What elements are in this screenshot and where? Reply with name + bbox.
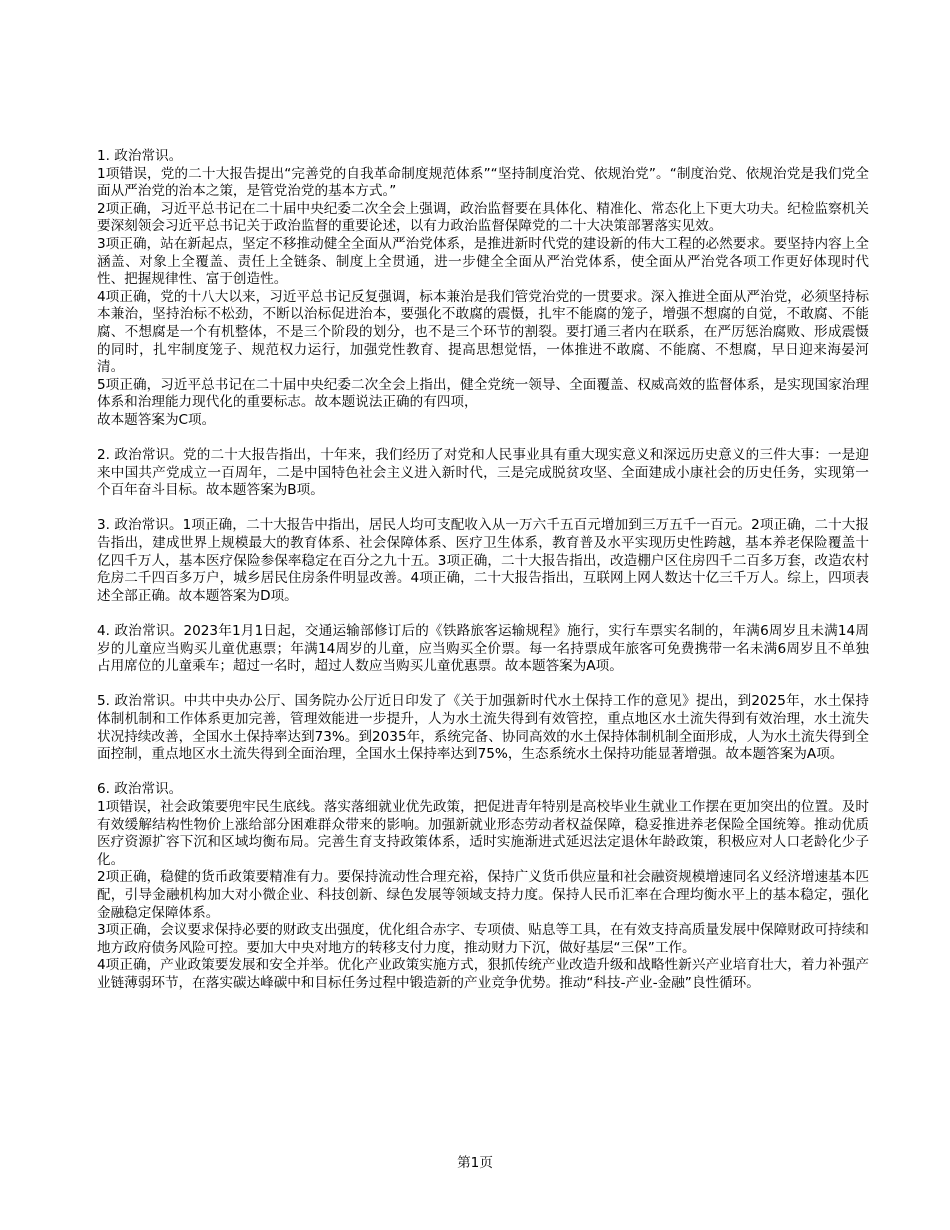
page-number: 第1页 xyxy=(457,1155,493,1171)
explanation-paragraph: 4项正确，党的十八大以来，习近平总书记反复强调，标本兼治是我们管党治党的一贯要求。深入推进全面从严治党，必须坚持标本兼治，坚持治标不松劲，不断以治标促进治本，要强化不敢腐的震慑，扎牢不能腐的笼子，增强不想腐的自觉，不敢腐、不能腐、不想腐是一个有机整体，不是三个阶段的划分，也不是三个环节的割裂。要打通三者内在联系，在严厉惩治腐败、形成震慑的同时，扎牢制度笼子、规范权力运行，加强党性教育、提高思想觉悟，一体推进不敢腐、不能腐、不想腐，早日迎来海晏河清。 xyxy=(97,288,869,376)
explanation-paragraph: 3项正确，会议要求保持必要的财政支出强度，优化组合赤字、专项债、贴息等工具，在有效支持高质量发展中保障财政可持续和地方政府债务风险可控。要加大中央对地方的转移支付力度，推动财力下沉，做好基层“三保”工作。 xyxy=(97,922,869,956)
section-heading: 6. 政治常识。 xyxy=(97,781,183,798)
explanation-paragraph: 4项正确，产业政策要发展和安全并举。优化产业政策实施方式，狠抓传统产业改造升级和战略性新兴产业培育壮大，着力补强产业链薄弱环节，在落实碳达峰碳中和目标任务过程中锻造新的产业竞争优势。推动“科技-产业-金融”良性循环。 xyxy=(97,957,869,991)
explanation-paragraph: 1项错误，社会政策要兜牢民生底线。落实落细就业优先政策，把促进青年特别是高校毕业生就业工作摆在更加突出的位置。及时有效缓解结构性物价上涨给部分困难群众带来的影响。加强新就业形态劳动者权益保障，稳妥推进养老保险全国统筹。推动优质医疗资源扩容下沉和区域均衡布局。完善生育支持政策体系，适时实施渐进式延迟法定退休年龄政策，积极应对人口老龄化少子化。 xyxy=(97,798,869,868)
explanation-paragraph: 2项正确，习近平总书记在二十届中央纪委二次全会上强调，政治监督要在具体化、精准化、常态化上下更大功夫。纪检监察机关要深刻领会习近平总书记关于政治监督的重要论述，以有力政治监督保障党的二十大决策部署落实见效。 xyxy=(97,200,869,235)
explanation-paragraph: 5. 政治常识。中共中央办公厅、国务院办公厅近日印发了《关于加强新时代水土保持工作的意见》提出，到2025年，水土保持体制机制和工作体系更加完善，管理效能进一步提升，人为水土流失得到有效管控，重点地区水土流失得到有效治理，水土流失状况持续改善，全国水土保持率达到73%。到2035年，系统完备、协同高效的水土保持体制机制全面形成，人为水土流失得到全面控制，重点地区水土流失得到全面治理，全国水土保持率达到75%，生态系统水土保持功能显著增强。故本题答案为A项。 xyxy=(97,693,869,763)
answer-section-5 xyxy=(97,693,869,763)
explanation-paragraph: 2项正确，稳健的货币政策要精准有力。要保持流动性合理充裕，保持广义货币供应量和社会融资规模增速同名义经济增速基本匹配，引导金融机构加大对小微企业、科技创新、绿色发展等领域支持力度。保持人民币汇率在合理均衡水平上的基本稳定，强化金融稳定保障体系。 xyxy=(97,869,869,921)
explanation-paragraph: 2. 政治常识。党的二十大报告指出，十年来，我们经历了对党和人民事业具有重大现实意义和深远历史意义的三件大事：一是迎来中国共产党成立一百周年，二是中国特色社会主义进入新时代，三是完成脱贫攻坚、全面建成小康社会的历史任务，实现第一个百年奋斗目标。故本题答案为B项。 xyxy=(97,447,869,499)
answer-section-1 xyxy=(97,148,869,430)
explanation-paragraph: 3项正确，站在新起点，坚定不移推动健全全面从严治党体系，是推进新时代党的建设新的伟大工程的必然要求。要坚持内容上全涵盖、对象上全覆盖、责任上全链条、制度上全贯通，进一步健全全面从严治党体系，使全面从严治党各项工作更好体现时代性、把握规律性、富于创造性。 xyxy=(97,235,869,288)
document-body xyxy=(97,148,869,1010)
explanation-paragraph: 3. 政治常识。1项正确，二十大报告中指出，居民人均可支配收入从一万六千五百元增加到三万五千一百元。2项正确，二十大报告指出，建成世界上规模最大的教育体系、社会保障体系、医疗卫生体系，教育普及水平实现历史性跨越，基本养老保险覆盖十亿四千万人，基本医疗保险参保率稳定在百分之九十五。3项正确，二十大报告指出，改造棚户区住房四千二百多万套，改造农村危房二千四百多万户，城乡居民住房条件明显改善。4项正确，二十大报告指出，互联网上网人数达十亿三千万人。综上，四项表述全部正确。故本题答案为D项。 xyxy=(97,517,869,604)
explanation-paragraph: 1项错误，党的二十大报告提出“完善党的自我革命制度规范体系”“坚持制度治党、依规治党”。“制度治党、依规治党是我们党全面从严治党的治本之策，是管党治党的基本方式。” xyxy=(97,165,869,200)
explanation-paragraph: 5项正确，习近平总书记在二十届中央纪委二次全会上指出，健全党统一领导、全面覆盖、权威高效的监督体系，是实现国家治理体系和治理能力现代化的重要标志。故本题说法正确的有四项， xyxy=(97,376,869,411)
answer-section-4 xyxy=(97,623,869,676)
page-footer xyxy=(0,1155,950,1173)
answer-section-3 xyxy=(97,517,869,605)
answer-section-6 xyxy=(97,781,869,992)
section-heading: 1. 政治常识。 xyxy=(97,148,183,164)
answer-section-2 xyxy=(97,447,869,500)
explanation-paragraph: 4. 政治常识。2023年1月1日起，交通运输部修订后的《铁路旅客运输规程》施行，实行车票实名制的，年满6周岁且未满14周岁的儿童应当购买儿童优惠票；年满14周岁的儿童，应当购买全价票。每一名持票成年旅客可免费携带一名未满6周岁且不单独占用席位的儿童乘车；超过一名时，超过人数应当购买儿童优惠票。故本题答案为A项。 xyxy=(97,623,869,675)
answer-line: 故本题答案为C项。 xyxy=(97,411,216,428)
